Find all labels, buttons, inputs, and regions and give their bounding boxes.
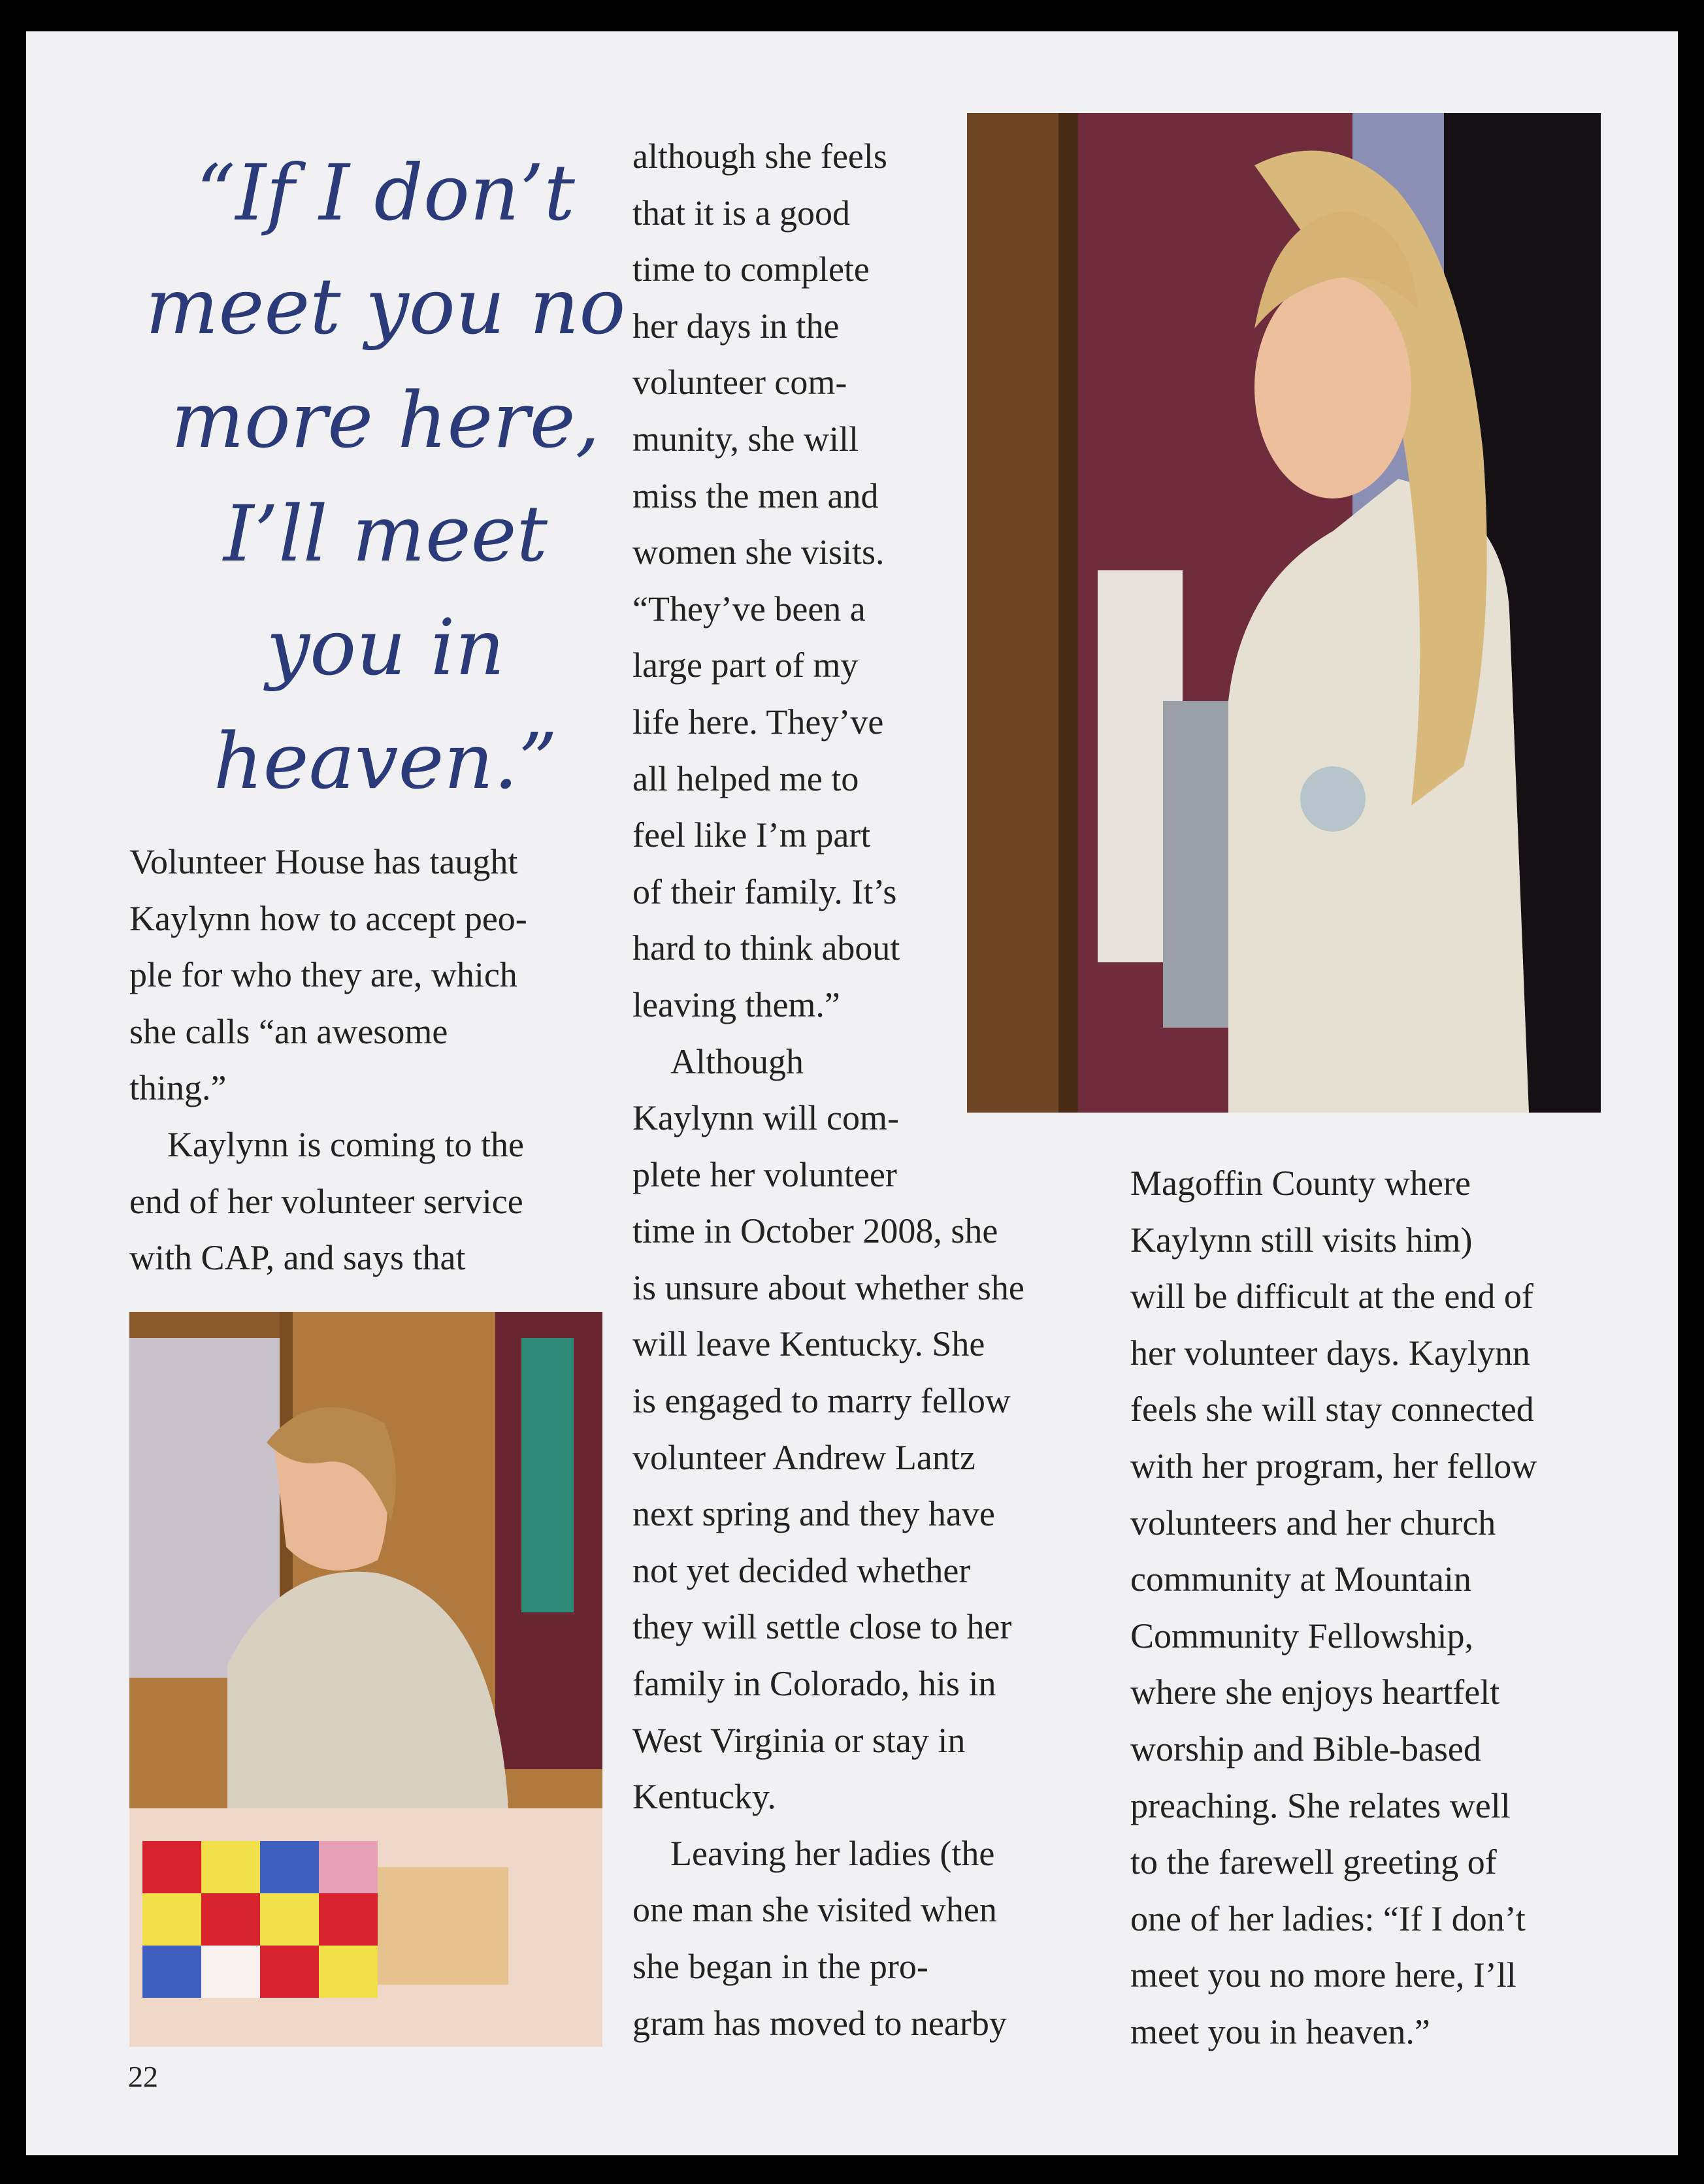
- magazine-page: [26, 31, 1678, 2155]
- text-line: large part of my: [632, 645, 859, 685]
- text-line: Magoffin County where: [1130, 1164, 1471, 1203]
- pull-quote-line: meet you no: [145, 261, 626, 351]
- text-line: meet you no more here, I’ll: [1130, 1955, 1516, 1995]
- text-line: all helped me to: [632, 758, 859, 798]
- text-line: to the farewell greeting of: [1130, 1842, 1497, 1882]
- pull-quote-line: heaven.”: [213, 716, 558, 806]
- pull-quote-line: “If I don’t: [196, 148, 575, 238]
- text-line: preaching. She relates well: [1130, 1785, 1511, 1825]
- pull-quote-line: more here,: [171, 375, 600, 465]
- text-line: thing.”: [129, 1068, 227, 1108]
- article-paragraph: [1130, 1155, 1614, 2061]
- text-line: time in October 2008, she: [632, 1211, 998, 1251]
- text-line: her days in the: [632, 306, 840, 346]
- text-line: hard to think about: [632, 928, 900, 968]
- text-line: women she visits.: [632, 532, 885, 572]
- text-line: volunteer com-: [632, 363, 847, 402]
- text-line: where she enjoys heartfelt: [1130, 1672, 1500, 1712]
- text-line: she began in the pro-: [632, 1947, 928, 1986]
- text-line: is unsure about whether she: [632, 1267, 1024, 1307]
- text-line: ple for who they are, which: [129, 955, 517, 995]
- text-line: of their family. It’s: [632, 872, 897, 911]
- text-line: meet you in heaven.”: [1130, 2012, 1430, 2051]
- text-line: community at Mountain: [1130, 1559, 1471, 1599]
- text-line: feel like I’m part: [632, 815, 871, 855]
- text-line: Kaylynn will com-: [632, 1098, 899, 1138]
- text-line: Leaving her ladies (the: [670, 1833, 995, 1873]
- text-line: they will settle close to her: [632, 1607, 1012, 1647]
- text-line: Kaylynn still visits him): [1130, 1220, 1473, 1260]
- text-line: miss the men and: [632, 476, 879, 515]
- text-line: one man she visited when: [632, 1890, 997, 1930]
- text-line: life here. They’ve: [632, 702, 884, 742]
- text-line: “They’ve been a: [632, 589, 866, 628]
- text-line: will be difficult at the end of: [1130, 1277, 1533, 1316]
- text-line: although she feels: [632, 137, 887, 176]
- article-paragraph: [129, 834, 613, 1116]
- text-line: feels she will stay connected: [1130, 1390, 1534, 1429]
- text-line: Although: [670, 1041, 804, 1081]
- text-line: plete her volunteer: [632, 1154, 897, 1194]
- text-line: one of her ladies: “If I don’t: [1130, 1899, 1526, 1938]
- text-line: Kentucky.: [632, 1777, 776, 1817]
- text-line: volunteers and her church: [1130, 1503, 1496, 1542]
- text-line: with CAP, and says that: [129, 1238, 466, 1278]
- photo-volunteer-sorting-clothes: [967, 113, 1601, 1113]
- text-line: will leave Kentucky. She: [632, 1324, 985, 1364]
- text-line: family in Colorado, his in: [632, 1664, 996, 1704]
- page-number: 22: [128, 2060, 158, 2093]
- text-line: munity, she will: [632, 419, 859, 459]
- text-line: gram has moved to nearby: [632, 2003, 1007, 2043]
- text-line: time to complete: [632, 250, 870, 289]
- text-line: is engaged to marry fellow: [632, 1381, 1011, 1421]
- photo-volunteer-folding-quilt: [129, 1312, 602, 2047]
- text-line: next spring and they have: [632, 1494, 995, 1534]
- text-line: her volunteer days. Kaylynn: [1130, 1333, 1530, 1373]
- article-paragraph: [632, 1825, 1129, 2051]
- text-line: West Virginia or stay in: [632, 1720, 966, 1760]
- pull-quote-line: I’ll meet: [223, 489, 548, 579]
- text-line: worship and Bible-based: [1130, 1729, 1481, 1768]
- article-paragraph: [129, 1116, 613, 1286]
- text-line: volunteer Andrew Lantz: [632, 1437, 975, 1477]
- text-line: Kaylynn is coming to the: [167, 1124, 524, 1164]
- text-line: that it is a good: [632, 193, 850, 233]
- text-line: Volunteer House has taught: [129, 842, 518, 881]
- text-line: Kaylynn how to accept peo-: [129, 898, 527, 938]
- text-line: leaving them.”: [632, 985, 840, 1024]
- article-column-1: [129, 834, 613, 1286]
- text-line: she calls “an awesome: [129, 1011, 448, 1051]
- pull-quote: [124, 136, 647, 818]
- text-line: with her program, her fellow: [1130, 1446, 1537, 1486]
- article-column-3: [1130, 1155, 1614, 2061]
- text-line: Community Fellowship,: [1130, 1616, 1474, 1655]
- text-line: not yet decided whether: [632, 1550, 971, 1590]
- text-line: end of her volunteer service: [129, 1181, 523, 1221]
- pull-quote-line: you in: [266, 602, 505, 693]
- article-paragraph: [632, 1034, 1129, 1825]
